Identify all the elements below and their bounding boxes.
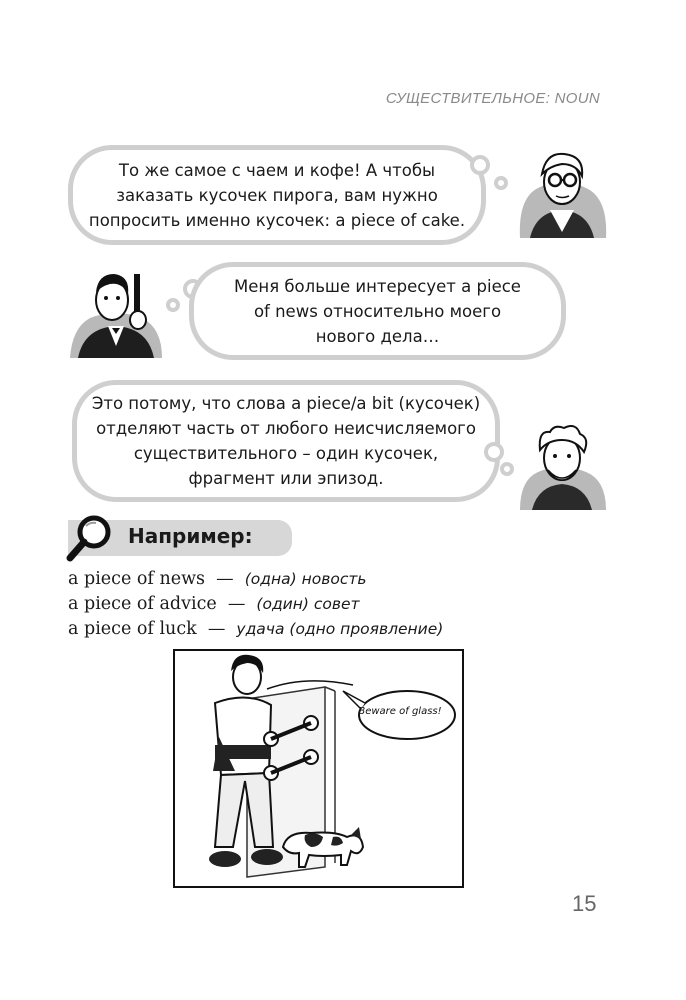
example-english: a piece of advice — [68, 594, 217, 614]
bubble-3-line-3: существительного – один кусочек, — [133, 444, 439, 463]
glass-door-cartoon — [175, 651, 462, 886]
example-translation: (один) совет — [256, 595, 360, 613]
bubble-2-line-2: of news относительно моего — [253, 301, 502, 321]
bubble-1-line-2: заказать кусочек пирога, вам нужно — [116, 185, 438, 205]
thought-dot — [484, 442, 504, 462]
example-translation: (одна) новость — [244, 570, 367, 588]
bubble-2-line-3: нового дела… — [315, 326, 440, 346]
thought-dot — [494, 176, 508, 190]
running-header: СУЩЕСТВИТЕЛЬНОЕ: NOUN — [385, 90, 600, 107]
bubble-1-line-1: То же самое с чаем и кофе! А чтобы — [118, 160, 436, 180]
example-english: a piece of luck — [68, 619, 197, 639]
comic-illustration — [173, 649, 464, 888]
thought-dot — [500, 462, 514, 476]
bubble-3-line-4: фрагмент или эпизод. — [188, 469, 384, 488]
page-number: 15 — [572, 891, 597, 916]
old-man-portrait — [514, 420, 610, 512]
example-item — [68, 591, 443, 616]
speech-bubble-2 — [189, 262, 566, 360]
example-list — [68, 566, 443, 641]
thought-dot — [470, 155, 490, 175]
comic-speech-text: Beware of glass! — [358, 706, 442, 717]
magnifier-icon — [64, 514, 112, 564]
example-dash: — — [227, 594, 246, 614]
thought-dot — [166, 298, 180, 312]
example-dash: — — [216, 569, 234, 589]
old-woman-portrait — [514, 146, 610, 242]
speech-bubble-3 — [72, 380, 500, 502]
example-translation: удача (одно проявление) — [236, 620, 444, 638]
speech-bubble-1 — [68, 145, 486, 245]
bubble-2-line-1: Меня больше интересует a piece — [234, 276, 521, 296]
bubble-1-line-3: попросить именно кусочек: a piece of cake. — [88, 210, 466, 230]
example-item — [68, 616, 443, 641]
example-english: a piece of news — [68, 569, 206, 589]
bubble-3-line-1: Это потому, что слова a piece/a bit (кусочек) — [91, 394, 481, 413]
bubble-3-line-2: отделяют часть от любого неисчисляемого — [96, 419, 476, 438]
example-title: Например: — [128, 524, 253, 548]
example-dash: — — [207, 619, 226, 639]
example-item — [68, 566, 443, 591]
detective-portrait — [68, 266, 164, 362]
